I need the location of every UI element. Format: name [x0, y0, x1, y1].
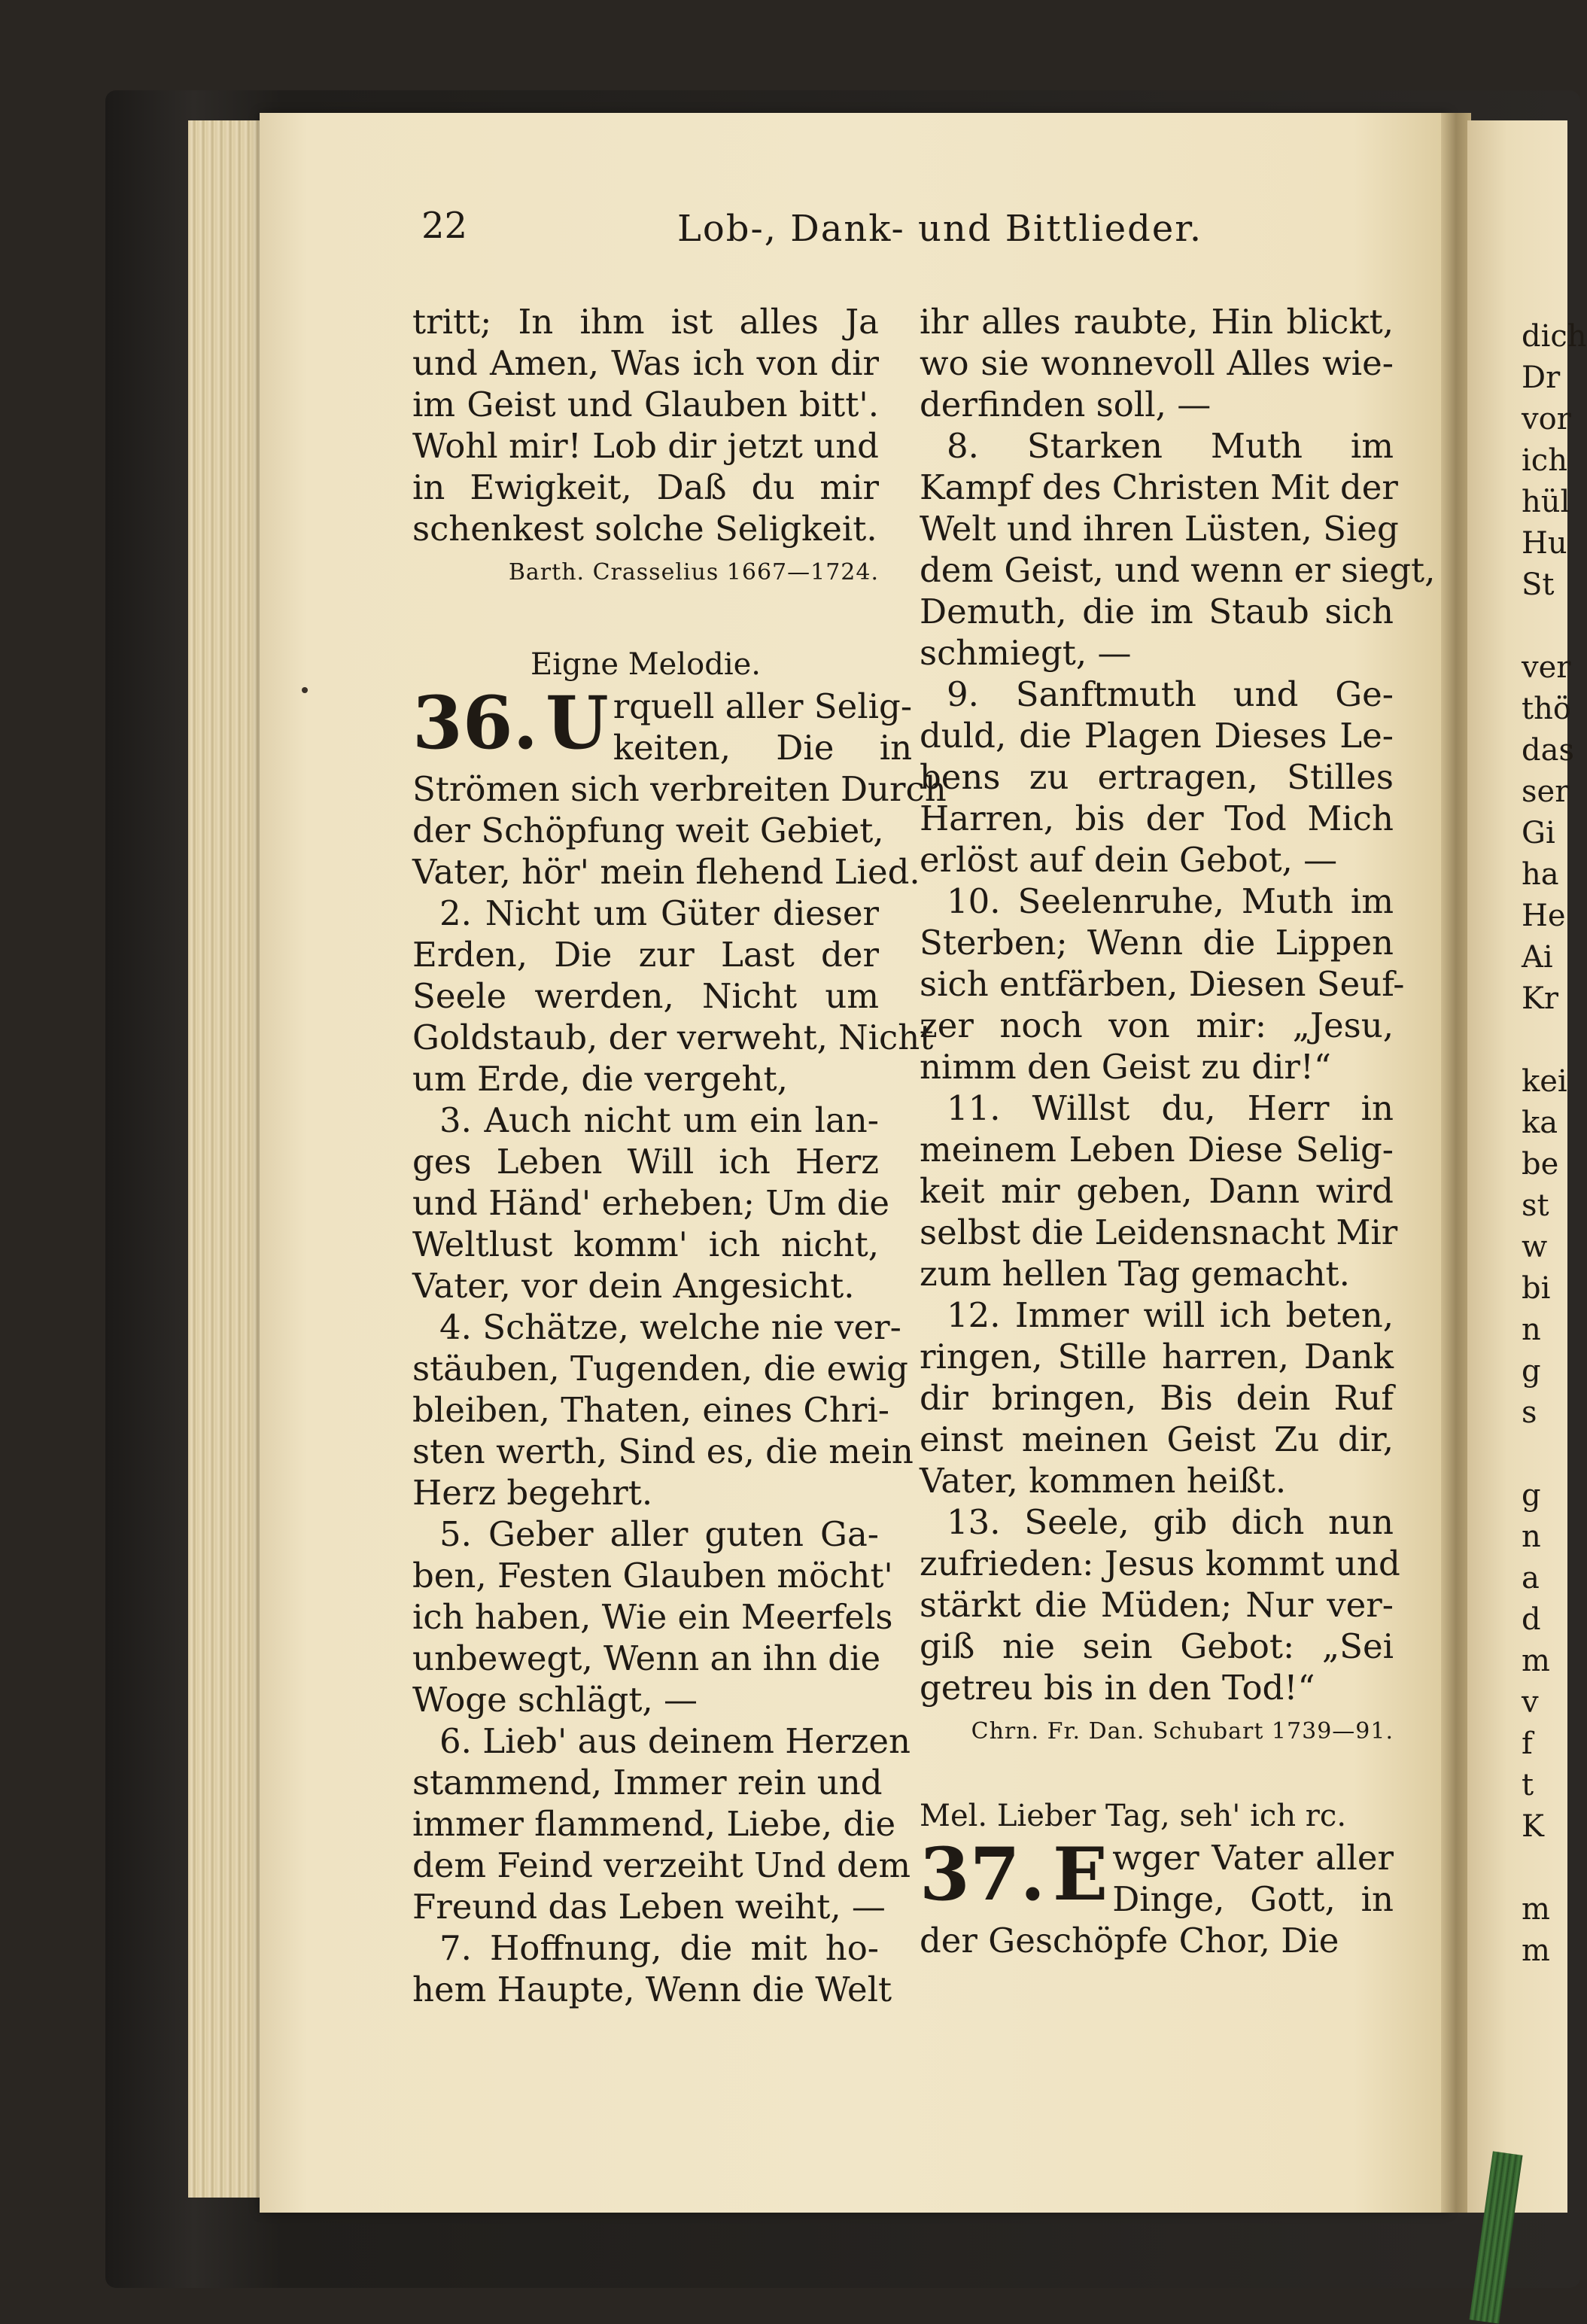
text-line: 9. Sanftmuth und Ge-: [947, 674, 1394, 714]
text-line: 2. Nicht um Güter dieser: [439, 893, 879, 933]
right-page-fragment: t: [1522, 1768, 1534, 1802]
text-line: stammend, Immer rein und: [412, 1763, 883, 1802]
right-page-fragment: [1522, 1020, 1567, 1061]
right-page-fragment: m: [1522, 1644, 1550, 1678]
right-page-fragment: n: [1522, 1519, 1541, 1554]
text-line: selbst die Leidensnacht Mir: [920, 1212, 1398, 1252]
middle-column: [920, 301, 1436, 1961]
right-page-text: [1522, 316, 1587, 1972]
right-page-fragment: ich: [1522, 443, 1567, 478]
text-line: ringen, Stille harren, Dank: [920, 1337, 1394, 1376]
running-head: Lob-, Dank- und Bittlieder.: [677, 208, 1203, 250]
right-page-fragment: be: [1522, 1147, 1559, 1182]
text-line: und Händ' erheben; Um die: [412, 1183, 889, 1223]
text-line: stäuben, Tugenden, die ewig: [412, 1349, 908, 1389]
page-edges: [188, 120, 271, 2198]
right-page-fragment: Dr: [1522, 360, 1561, 395]
text-line: rquell aller Selig-: [613, 686, 913, 726]
text-line: immer flammend, Liebe, die: [412, 1804, 896, 1844]
hymn-initial: E: [1053, 1832, 1108, 1917]
text-line: Strömen sich verbreiten Durch: [412, 769, 947, 809]
attribution-36-prev: Barth. Crasselius 1667—1724.: [508, 559, 879, 586]
right-page-fragment: St: [1522, 567, 1555, 602]
text-line: 10. Seelenruhe, Muth im: [947, 881, 1394, 921]
right-page-fragment: m: [1522, 1892, 1550, 1927]
text-line: giß nie sein Gebot: „Sei: [920, 1626, 1394, 1666]
right-page-fragment: dich: [1522, 319, 1587, 354]
right-page-fragment: hül: [1522, 485, 1570, 519]
text-line: Weltlust komm' ich nicht,: [412, 1224, 879, 1264]
right-page-fragment: bi: [1522, 1271, 1551, 1306]
text-line: 3. Auch nicht um ein lan-: [439, 1100, 879, 1140]
right-page-fragment: thö: [1522, 692, 1571, 726]
text-line: wo sie wonnevoll Alles wie-: [920, 343, 1394, 383]
right-page-fragment: st: [1522, 1188, 1549, 1223]
text-line: Vater, hör' mein flehend Lied.: [412, 852, 920, 892]
text-line: sten werth, Sind es, die mein: [412, 1431, 914, 1471]
text-line: Wohl mir! Lob dir jetzt und: [412, 426, 879, 466]
text-line: im Geist und Glauben bitt'.: [412, 385, 879, 424]
text-line: 12. Immer will ich beten,: [947, 1295, 1394, 1335]
text-line: Erden, Die zur Last der: [412, 935, 879, 975]
text-line: ich haben, Wie ein Meerfels: [412, 1597, 893, 1637]
text-line: erlöst auf dein Gebot, —: [920, 840, 1338, 880]
text-line: 8. Starken Muth im: [947, 426, 1394, 466]
right-page-fragment: f: [1522, 1726, 1533, 1761]
text-line: nimm den Geist zu dir!“: [920, 1047, 1331, 1087]
text-line: wger Vater aller: [1112, 1838, 1394, 1878]
text-line: unbewegt, Wenn an ihn die: [412, 1638, 881, 1678]
text-line: Herz begehrt.: [412, 1473, 653, 1513]
text-line: ihr alles raubte, Hin blickt,: [920, 302, 1394, 342]
right-page-fragment: w: [1522, 1230, 1548, 1264]
right-page-fragment: ser: [1522, 774, 1570, 809]
text-line: in Ewigkeit, Daß du mir: [412, 467, 879, 507]
text-line: duld, die Plagen Dieses Le-: [920, 716, 1394, 756]
text-line: bens zu ertragen, Stilles: [920, 757, 1394, 797]
hymn-number: 36.: [412, 680, 539, 765]
text-line: Goldstaub, der verweht, Nicht: [412, 1018, 934, 1057]
right-page-fragment: K: [1522, 1809, 1544, 1844]
right-page-fragment: m: [1522, 1933, 1550, 1968]
attribution-36: Chrn. Fr. Dan. Schubart 1739—91.: [971, 1718, 1394, 1745]
text-line: Woge schlägt, —: [412, 1680, 698, 1720]
melody-note-37: Mel. Lieber Tag, seh' ich rc.: [920, 1799, 1347, 1833]
right-page-fragment: Ai: [1522, 940, 1553, 975]
margin-dot: [302, 687, 308, 693]
text-line: 7. Hoffnung, die mit ho-: [439, 1928, 879, 1968]
text-line: keiten, Die in: [613, 728, 913, 768]
left-column: [412, 301, 947, 2010]
text-line: dem Geist, und wenn er siegt,: [920, 550, 1436, 590]
right-page-fragment: [1522, 1434, 1567, 1475]
right-page-fragment: ver: [1522, 650, 1571, 685]
text-line: 11. Willst du, Herr in: [947, 1088, 1394, 1128]
text-line: meinem Leben Diese Selig-: [920, 1130, 1394, 1170]
right-page-fragment: Kr: [1522, 981, 1559, 1016]
text-line: ben, Festen Glauben möcht': [412, 1556, 893, 1595]
melody-note-36: Eigne Melodie.: [530, 647, 762, 682]
right-page-fragment: [1522, 606, 1567, 647]
text-line: um Erde, die vergeht,: [412, 1059, 788, 1099]
right-page-fragment: d: [1522, 1602, 1541, 1637]
text-line: zufrieden: Jesus kommt und: [920, 1544, 1400, 1583]
right-page-fragment: v: [1522, 1685, 1539, 1720]
text-line: keit mir geben, Dann wird: [920, 1171, 1394, 1211]
text-line: Vater, kommen heißt.: [920, 1461, 1287, 1501]
text-line: schmiegt, —: [920, 633, 1132, 673]
right-page-fragment: das: [1522, 733, 1574, 768]
right-page-fragment: Hu: [1522, 526, 1567, 561]
right-page-fragment: n: [1522, 1313, 1541, 1347]
text-line: Vater, vor dein Angesicht.: [412, 1266, 855, 1306]
text-line: Sterben; Wenn die Lippen: [920, 923, 1394, 963]
text-line: dem Feind verzeiht Und dem: [412, 1845, 911, 1885]
text-line: Dinge, Gott, in: [1112, 1879, 1394, 1919]
text-line: 6. Lieb' aus deinem Herzen: [439, 1721, 911, 1761]
text-line: bleiben, Thaten, eines Chri-: [412, 1390, 889, 1430]
right-page-fragment: He: [1522, 899, 1566, 933]
hymn-36-heading: [412, 680, 913, 768]
right-page-fragment: kei: [1522, 1064, 1567, 1099]
text-line: Welt und ihren Lüsten, Sieg: [920, 509, 1399, 549]
right-page-fragment: g: [1522, 1354, 1541, 1389]
text-line: Harren, bis der Tod Mich: [920, 798, 1394, 838]
text-line: hem Haupte, Wenn die Welt: [412, 1970, 892, 2009]
text-line: Kampf des Christen Mit der: [920, 467, 1398, 507]
hymn-first-lines: [613, 686, 912, 768]
text-line: Demuth, die im Staub sich: [920, 592, 1394, 631]
page-number: 22: [421, 205, 468, 247]
text-line: sich entfärben, Diesen Seuf-: [920, 964, 1405, 1004]
hymn-number: 37.: [920, 1832, 1046, 1917]
text-line: getreu bis in den Tod!“: [920, 1668, 1315, 1708]
right-page-fragment: Gi: [1522, 816, 1555, 850]
right-page-fragment: vor: [1522, 402, 1571, 437]
text-line: derfinden soll, —: [920, 385, 1212, 424]
text-line: 13. Seele, gib dich nun: [947, 1502, 1394, 1542]
text-line: zer noch von mir: „Jesu,: [920, 1005, 1394, 1045]
right-page-fragment: s: [1522, 1395, 1537, 1430]
hymn-37-heading: [920, 1832, 1394, 1920]
right-page-fragment: g: [1522, 1478, 1541, 1513]
right-page-fragment: ha: [1522, 857, 1559, 892]
text-line: dir bringen, Bis dein Ruf: [920, 1378, 1394, 1418]
right-page-fragment: ka: [1522, 1106, 1558, 1140]
hymn-36-text: [412, 768, 947, 2010]
text-line: 5. Geber aller guten Ga-: [439, 1514, 879, 1554]
text-line: Freund das Leben weiht, —: [412, 1887, 886, 1927]
right-page-fragment: a: [1522, 1561, 1540, 1595]
text-line: ges Leben Will ich Herz: [412, 1142, 879, 1182]
text-line: der Geschöpfe Chor, Die: [920, 1921, 1339, 1960]
text-line: schenkest solche Seligkeit.: [412, 509, 877, 549]
hymn-initial: U: [546, 680, 609, 765]
text-line: einst meinen Geist Zu dir,: [920, 1419, 1394, 1459]
text-line: tritt; In ihm ist alles Ja: [412, 302, 879, 342]
hymn-36-continued: [920, 301, 1436, 1708]
right-page-fragment: [1522, 1848, 1567, 1889]
text-line: zum hellen Tag gemacht.: [920, 1254, 1350, 1294]
text-line: 4. Schätze, welche nie ver-: [439, 1307, 901, 1347]
text-line: der Schöpfung weit Gebiet,: [412, 811, 884, 850]
text-line: Seele werden, Nicht um: [412, 976, 879, 1016]
text-line: stärkt die Müden; Nur ver-: [920, 1585, 1394, 1625]
text-line: und Amen, Was ich von dir: [412, 343, 879, 383]
hymn-first-lines: [1112, 1837, 1394, 1920]
continuation-text: [412, 301, 879, 549]
book-gutter: [1441, 113, 1471, 2213]
